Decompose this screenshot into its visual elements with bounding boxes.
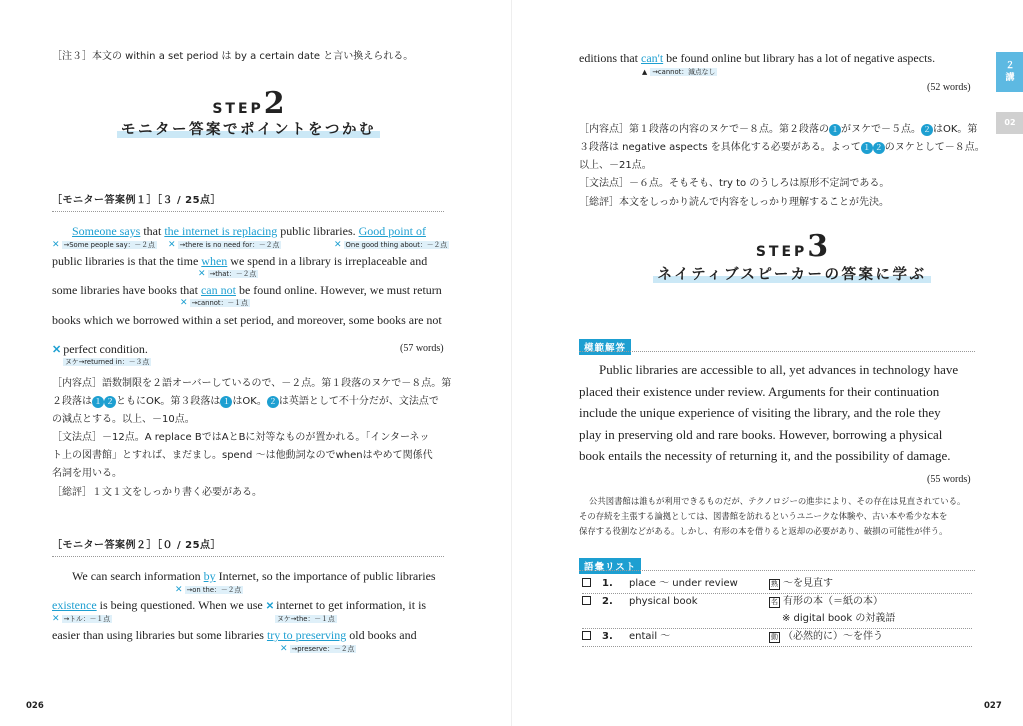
page-number: 026 xyxy=(26,701,44,711)
correction-note: ✕ →on the：－２点 xyxy=(175,585,242,595)
example2-heading: ［モニター答案例２］［０ / 25点］ xyxy=(52,540,222,551)
step-number: 3 xyxy=(807,229,829,264)
vocab-item: 3. entail ～ 動 （必然的に）～を伴う xyxy=(582,628,972,646)
correction-note: ✕ →there is no need for：－２点 xyxy=(168,240,280,250)
checkbox[interactable] xyxy=(582,631,591,640)
general-comment: ［総評］１文１文をしっかり書く必要がある。 xyxy=(52,487,262,498)
correction-note: ヌケ→the：－１点 xyxy=(277,615,335,623)
vocab-list-tag: 語彙リスト xyxy=(579,558,641,574)
translation: 公共図書館は誰もが利用できるものだが、テクノロジーの進歩により、その存在は見直されている。 その存続を主張する論拠としては、図書館を訪れるというユニークな体験や、古い本や希少な本を 保存する役割などがある。しかし、有形の本を借りると返却の必要があり、破損の可能性が伴う。 xyxy=(579,496,966,536)
word-count: (55 words) xyxy=(927,474,971,485)
correction-note: ▲ →cannot：減点なし xyxy=(642,68,716,76)
note-3: ［注３］本文の within a set period は by a certain date と言い換えられる。 xyxy=(52,51,414,62)
checkbox[interactable] xyxy=(582,578,591,587)
checkbox[interactable] xyxy=(582,596,591,605)
general-comment: ［総評］本文をしっかり読んで内容をしっかり理解することが先決。 xyxy=(579,197,889,208)
step-label: STEP xyxy=(212,101,264,117)
correction-note: ✕ →cannot：－１点 xyxy=(180,298,248,308)
model-answer: Public libraries are accessible to all, yet advances in technology have placed their existence under review. Arguments for their continuation include the unique experience of visiting the library, and the role they play in preserving old and rare books. However, borrowing a physical book entails the necessity of returning it, and the possibility of damage. xyxy=(579,362,959,463)
grammar-score-l2: ト上の図書館」とすれば、まだまし。spend ～は他動詞なのでwhenはやめて関係代 xyxy=(52,450,433,461)
content-score-l3: 以上、－21点。 xyxy=(579,160,652,171)
correction-note: ✕ →Some people say：－２点 xyxy=(52,240,155,250)
divider xyxy=(52,556,444,557)
left-page xyxy=(0,0,511,726)
correction-note: ✕ →that：－２点 xyxy=(198,269,257,279)
step3-title: ネイティブスピーカーの答案に学ぶ xyxy=(653,267,930,283)
top-line: editions that can't be found online but library has a lot of negative aspects. xyxy=(579,51,936,65)
example1-heading: ［モニター答案例１］［３ / 25点］ xyxy=(52,195,222,206)
ex1-line5: ✕ perfect condition. xyxy=(52,342,148,356)
ex2-line1: We can search information by Internet, so the importance of public libraries xyxy=(72,569,436,583)
vocab-item-note: ※ digital book の対義語 xyxy=(782,613,896,624)
grammar-score-l1: ［文法点］－12点。A replace BではAとBに対等なものが置かれる。「インターネッ xyxy=(52,432,430,443)
ex1-line2: public libraries is that the time when we spend in a library is irreplaceable and xyxy=(52,254,428,268)
ex1-line1: Someone says that the internet is replacing public libraries. Good point of xyxy=(72,224,426,238)
content-score-l3: の減点とする。以上、－10点。 xyxy=(52,414,195,425)
step3-heading xyxy=(512,229,1023,264)
divider xyxy=(579,351,975,352)
step2-heading xyxy=(0,86,497,121)
divider xyxy=(579,570,975,571)
correction-note: ✕ →preserve：－２点 xyxy=(280,644,355,654)
chapter-tab[interactable]: ２ 講 xyxy=(996,52,1023,92)
divider xyxy=(52,211,444,212)
right-page xyxy=(511,0,1023,726)
ex1-line3: some libraries have books that can not be found online. However, we must return xyxy=(52,283,442,297)
content-score-l2: ２段落は １ ２ ともにOK。第３段落は １ はOK。 ２ は英語として不十分だが、文法点で xyxy=(52,396,439,407)
ex1-line4: books which we borrowed within a set period, and moreover, some books are not xyxy=(52,313,442,327)
correction-note: ✕ →トル：－１点 xyxy=(52,614,111,624)
ex2-line2: existence is being questioned. When we use ✕ internet to get information, it is xyxy=(52,598,427,612)
page-number: 027 xyxy=(984,701,1002,711)
correction-note: ヌケ→returned in：－３点 xyxy=(65,358,150,366)
grammar-score-l3: 名詞を用いる。 xyxy=(52,468,122,479)
step-number: 2 xyxy=(263,86,285,121)
vocab-item: 1. place ～ under review 熟 ～を見直す xyxy=(582,575,972,593)
content-score-l1: ［内容点］第１段落の内容のヌケで－８点。第２段落の １ がヌケで－５点。 ２ はOK。第 xyxy=(579,124,978,135)
ex2-line3: easier than using libraries but some libraries try to preserving old books and xyxy=(52,628,417,642)
correction-note: ✕ One good thing about：－２点 xyxy=(334,240,448,250)
content-score-l1: ［内容点］語数制限を２語オーバーしているので、－２点。第１段落のヌケで－８点。第 xyxy=(52,378,452,389)
word-count: (52 words) xyxy=(927,82,971,93)
content-score-l2: ３段落は negative aspects を具体化する必要がある。よって １ ２ のヌケとして－８点。 xyxy=(579,142,985,153)
grammar-score: ［文法点］－６点。そもそも、try to のうしろは原形不定詞である。 xyxy=(579,178,890,189)
chapter-tab-02[interactable]: 02 xyxy=(996,112,1023,134)
model-answer-tag: 模範解答 xyxy=(579,339,631,355)
step-label: STEP xyxy=(755,244,808,260)
vocab-item: 2. physical book 名 有形の本（＝紙の本） xyxy=(582,593,972,611)
word-count: (57 words) xyxy=(400,343,444,354)
step2-title: モニター答案でポイントをつかむ xyxy=(117,122,380,138)
